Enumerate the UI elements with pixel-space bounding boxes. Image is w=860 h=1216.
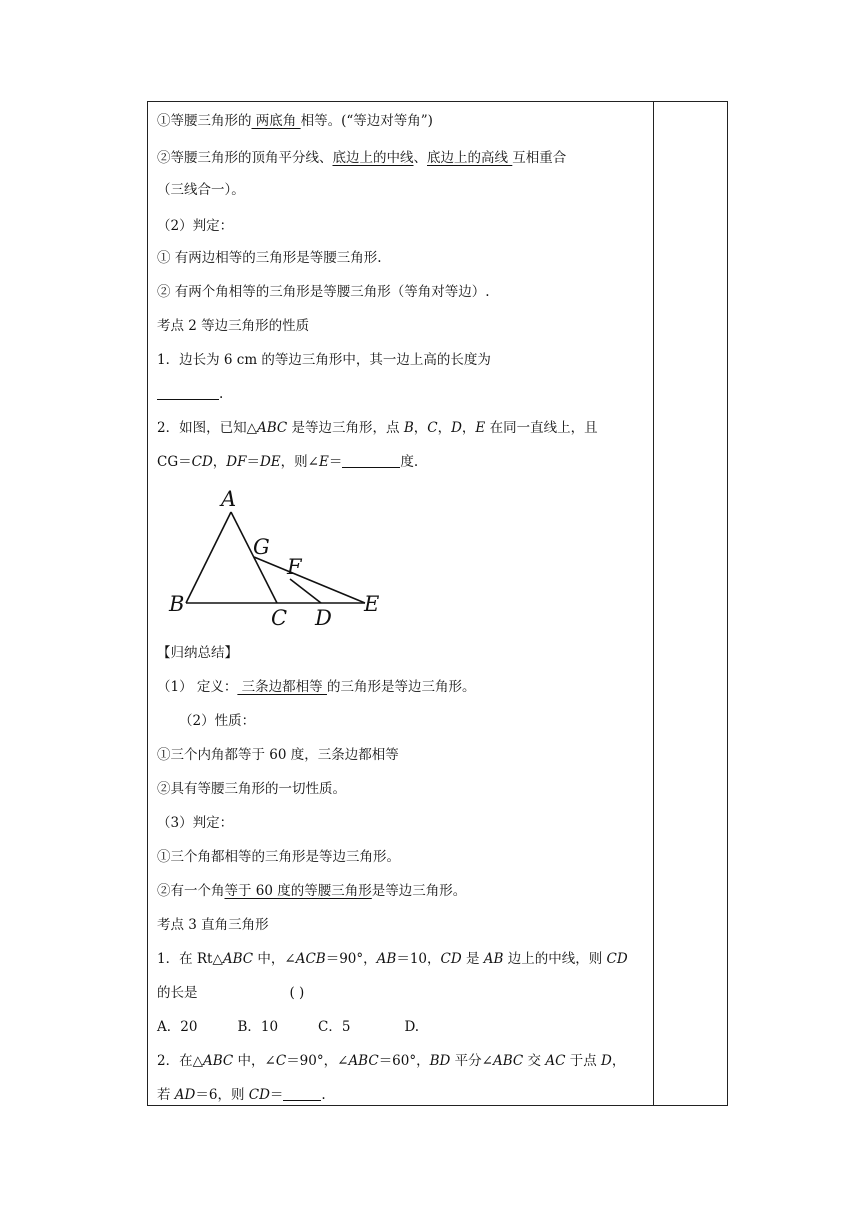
question-3-line-1 [157, 949, 628, 969]
answer-parentheses: ( ) [289, 985, 305, 1001]
math-var: AB [483, 951, 504, 967]
math-var: ABC [222, 951, 254, 967]
judgement-line-2: ② 有两个角相等的三角形是等腰三角形（等角对等边）. [157, 284, 490, 300]
answer-blank [157, 385, 219, 400]
summary-property-1: ①三个内角都等于 60 度，三条边都相等 [157, 747, 399, 763]
math-var: DE [259, 454, 281, 470]
answer-underline: 三条边都相等 [237, 679, 327, 695]
label-g: G [253, 535, 270, 559]
text: 是 [461, 951, 484, 967]
property-line-1 [157, 111, 433, 131]
text: 的三角形是等边三角形。 [326, 679, 476, 695]
math-var: E [318, 454, 329, 470]
answer-underline: 两底角 [251, 113, 301, 129]
question-2-line-2 [157, 452, 418, 472]
math-var: ABC [256, 420, 288, 436]
text: CG＝ [157, 454, 192, 470]
text: 是等边三角形。 [371, 883, 467, 899]
math-var: ACB [295, 951, 326, 967]
option-b: B．10 [237, 1019, 279, 1035]
text: . [219, 386, 224, 402]
text: 平分∠ [450, 1053, 493, 1069]
text: ＝ [246, 454, 260, 470]
math-var: B [403, 420, 414, 436]
math-var: E [475, 420, 486, 436]
math-var: AD [174, 1087, 196, 1103]
math-var: ABC [202, 1053, 234, 1069]
summary-judgement-heading: （3）判定： [157, 815, 234, 831]
question-4-line-1 [157, 1051, 625, 1071]
section-heading-3: 考点 3 直角三角形 [157, 917, 269, 933]
label-c: C [271, 606, 288, 628]
text: 中，∠ [233, 1053, 276, 1069]
question-1-line-2 [157, 384, 223, 404]
option-c: C．5 [318, 1019, 351, 1035]
text: ， [212, 454, 227, 470]
text: 中，∠ [253, 951, 296, 967]
label-a: A [221, 488, 237, 511]
option-a: A．20 [157, 1019, 198, 1035]
summary-judgement-2 [157, 881, 466, 901]
question-3-options [157, 1017, 419, 1037]
answer-underline: 底边上的中线 [332, 150, 414, 166]
text: 在同一直线上，且 [485, 420, 598, 436]
judgement-heading: （2）判定： [157, 218, 234, 234]
section-heading-2: 考点 2 等边三角形的性质 [157, 318, 310, 334]
text: ＝ [328, 454, 343, 470]
summary-property-2: ②具有等腰三角形的一切性质。 [157, 781, 346, 797]
label-b: B [169, 592, 185, 616]
text: （1） 定义： [157, 679, 238, 695]
text: 边上的中线，则 [503, 951, 607, 967]
answer-blank [342, 453, 400, 468]
summary-definition [157, 677, 475, 697]
answer-underline: 等于 60 度的等腰三角形 [224, 883, 372, 899]
math-var: D [451, 420, 462, 436]
text: 1．在 Rt△ [157, 951, 223, 967]
summary-judgement-1: ①三个角都相等的三角形是等边三角形。 [157, 849, 400, 865]
label-d: D [315, 606, 332, 628]
math-var: AC [545, 1053, 566, 1069]
text: 于点 [565, 1053, 602, 1069]
text: ＝90°，∠ [286, 1053, 349, 1069]
property-line-3: （三线合一）。 [157, 182, 245, 198]
math-var: BD [429, 1053, 451, 1069]
text: ②等腰三角形的顶角平分线、 [157, 150, 333, 166]
math-var: ABC [348, 1053, 379, 1069]
text: 2．如图，已知△ [157, 420, 257, 436]
label-f: F [287, 555, 302, 579]
text: ＝60°， [378, 1053, 430, 1069]
math-var: C [427, 420, 438, 436]
text: ， [461, 420, 476, 436]
math-var: AB [376, 951, 397, 967]
segment-ab [186, 512, 231, 603]
math-var: CD [440, 951, 462, 967]
text: 2．在△ [157, 1053, 203, 1069]
question-2-line-1 [157, 418, 598, 438]
text: 相等。(“等边对等角”) [300, 113, 433, 129]
triangle-figure [165, 488, 395, 628]
text: 的长是 [157, 985, 198, 1001]
text: 交 [523, 1053, 546, 1069]
summary-heading: 【归纳总结】 [157, 645, 238, 661]
column-divider [653, 102, 654, 1105]
math-var: C [275, 1053, 287, 1069]
text: ②有一个角 [157, 883, 225, 899]
text: ＝10， [396, 951, 441, 967]
judgement-line-1: ① 有两边相等的三角形是等腰三角形. [157, 250, 382, 266]
answer-underline: 底边上的高线 [427, 150, 513, 166]
text: 互相重合 [512, 150, 567, 166]
property-line-2 [157, 148, 566, 168]
text: . [321, 1087, 326, 1103]
label-e: E [364, 592, 380, 616]
text: 若 [157, 1087, 175, 1103]
text: 、 [413, 150, 427, 166]
segment-ge [254, 557, 365, 603]
math-var: ABC [492, 1053, 524, 1069]
text: ， [437, 420, 452, 436]
text: ＝90°， [325, 951, 377, 967]
math-var: D [601, 1053, 612, 1069]
text: ，则∠ [280, 454, 319, 470]
text: ＝ [269, 1087, 284, 1103]
summary-property-heading: （2）性质： [179, 713, 256, 729]
text: ＝6，则 [195, 1087, 249, 1103]
text: 度. [400, 454, 419, 470]
question-4-line-2 [157, 1085, 326, 1105]
question-1-line-1: 1．边长为 6 cm 的等边三角形中，其一边上高的长度为 [157, 352, 491, 368]
math-var: CD [248, 1087, 270, 1103]
math-var: CD [191, 454, 213, 470]
math-var: DF [226, 454, 247, 470]
text: ①等腰三角形的 [157, 113, 252, 129]
text: ， [611, 1053, 626, 1069]
math-var: CD [606, 951, 628, 967]
text: ， [413, 420, 428, 436]
answer-blank [283, 1086, 321, 1101]
question-3-line-2 [157, 983, 304, 1003]
option-d: D. [404, 1019, 420, 1035]
text: 是等边三角形，点 [287, 420, 404, 436]
